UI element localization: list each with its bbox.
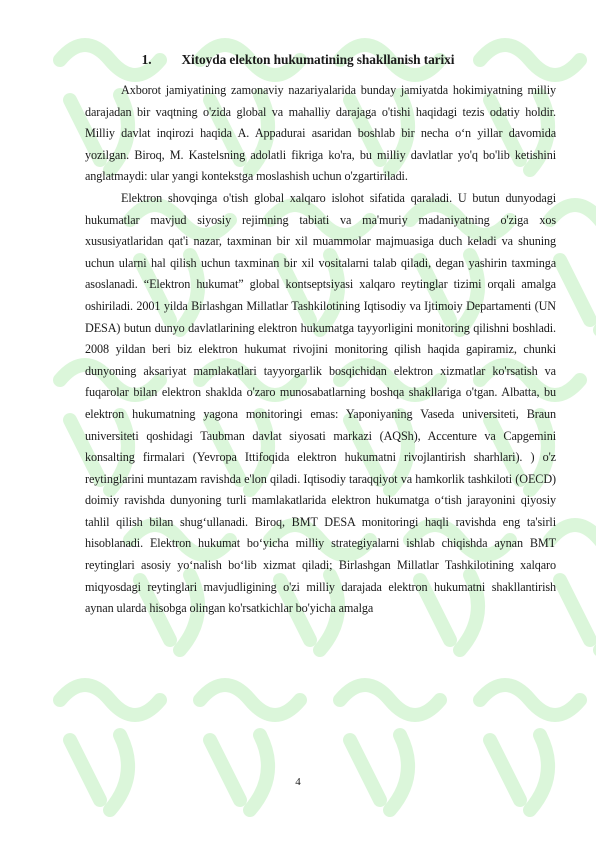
watermark-stroke [200,685,300,810]
watermark-stroke [550,525,596,650]
section-heading [0,52,596,68]
paragraph: Elektron shovqinga o'tish global xalqaro islohot sifatida qaraladi. U butun dunyodagi hukumatlar mavjud siyosiy rejimning tabiati va ma'muriy madaniyatning o'ziga xos xususiyatlaridan qat'i nazar, taxminan bir xil muammolar majmuasiga duch keladi va shuning uchun ularni hal qilish uchun taxminan bir xil vositalarni talab qiladi, degan yashirin taxminga asoslanadi. “Elektron hukumat” global kontseptsiyasi xalqaro reytinglar tizimi orqali amalga oshiriladi. 2001 yilda Birlashgan Millatlar Tashkilotining Iqtisodiy va Ijtimoiy Departamenti (UN DESA) butun dunyo davlatlarining elektron hukumatga tayyorligini monitoring qilishni boshladi. 2008 yildan beri biz elektron hukumat rivojini monitoring qilish haqida gapiramiz, chunki dunyoning aksariyat mamlakatlari tayyorgarlik bosqichidan elektron xizmatlar ko'rsatish va fuqarolar bilan elektron shaklda o'zaro munosabatlarning boshqa shakllariga o'tgan. Albatta, bu elektron hukumatning yagona monitoringi emas: Yaponiyaning Vaseda universiteti, Braun universiteti qoshidagi Taubman davlat siyosati markazi (AQSh), Accenture va Capgemini konsalting firmalari (Yevropa Ittifoqida elektron hukumatni rivojlantirish sharhlari). ) o'z reytinglarini muntazam ravishda e'lon qiladi. Iqtisodiy taraqqiyot va hamkorlik tashkiloti (OECD) doimiy ravishda dunyoning turli mamlakatlarida elektron hukumatga o‘tish jarayonini qiyosiy tahlil qilish bilan shug‘ullanadi. Biroq, BMT DESA monitoringi haqli ravishda eng ta'sirli hisoblanadi. Elektron hukumat bo‘yicha milliy strategiyalarni ishlab chiqishda aynan BMT reytinglari asosiy yo‘nalish bo‘lib xizmat qiladi; Birlashgan Millatlar Tashkilotining xalqaro miqyosdagi reytinglari mavjudligining o'zi milliy darajada elektron hukumatni shakllantirish aynan ularda hisobga olingan ko'rsatkichlar bo'yicha amalga [85,190,556,616]
heading-number: 1. [141,52,152,67]
watermark-stroke [550,205,596,330]
paragraph: Axborot jamiyatining zamonaviy nazariyalarida bunday jamiyatda hokimiyatning milliy darajadan bir vaqtning o'zida global va mahalliy darajaga o'tishi haqidagi tezis odatiy holdir. Milliy davlat inqirozi haqida A. Appadurai asaridan boshlab bir necha o‘n yillar davomida yozilgan. Biroq, M. Kastelsning adolatli fikriga ko'ra, bu milliy davlatlar yo'q bo'lib ketishini anglatmaydi: ular yangi kontekstga moslashish uchun o'zgartiriladi. [85,83,556,184]
body-text [85,80,556,620]
heading-title: Xitoyda elekton hukumatining shakllanish tarixi [181,52,455,67]
page-number: 4 [295,776,301,788]
watermark-stroke [480,685,580,810]
watermark-stroke [340,685,440,810]
watermark-stroke [60,685,160,810]
